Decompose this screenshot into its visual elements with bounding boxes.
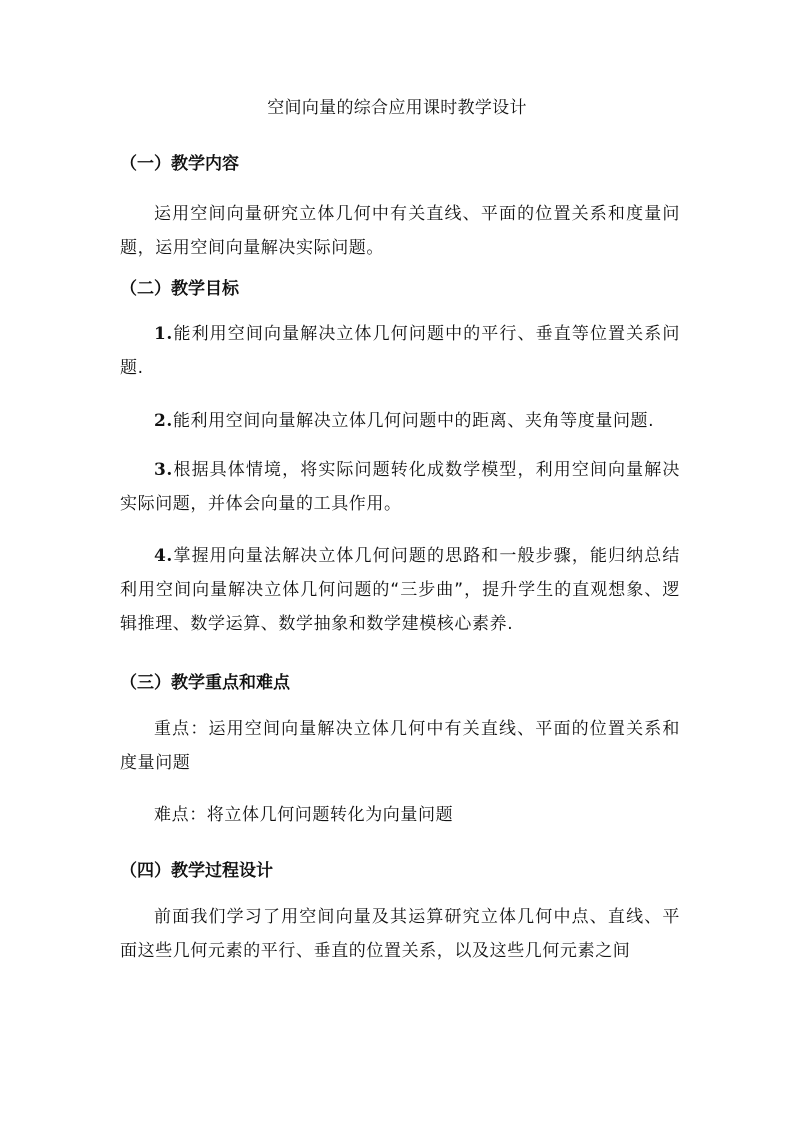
document-title: 空间向量的综合应用课时教学设计 bbox=[267, 98, 527, 118]
objective-item bbox=[120, 317, 680, 385]
section-heading-process: （四）教学过程设计 bbox=[120, 861, 273, 881]
difficulty-paragraph: 难点：将立体几何问题转化为向量问题 bbox=[154, 805, 454, 825]
objective-number: 1. bbox=[154, 324, 173, 344]
section-heading-objectives: （二）教学目标 bbox=[120, 279, 239, 299]
key-point-paragraph: 重点：运用空间向量解决立体几何中有关直线、平面的位置关系和度量问题 bbox=[120, 719, 680, 773]
objective-item bbox=[120, 453, 680, 521]
objective-text: 根据具体情境，将实际问题转化成数学模型，利用空间向量解决实际问题，并体会向量的工具作用。 bbox=[120, 460, 680, 514]
process-paragraph: 前面我们学习了用空间向量及其运算研究立体几何中点、直线、平面这些几何元素的平行、垂直的位置关系，以及这些几何元素之间 bbox=[120, 907, 680, 961]
objective-item bbox=[120, 404, 680, 438]
objective-number: 4. bbox=[154, 546, 173, 566]
objective-text: 能利用空间向量解决立体几何问题中的距离、夹角等度量问题. bbox=[172, 411, 655, 431]
objective-number: 2. bbox=[154, 411, 173, 431]
objective-text: 能利用空间向量解决立体几何问题中的平行、垂直等位置关系问题. bbox=[120, 324, 680, 378]
content-paragraph: 运用空间向量研究立体几何中有关直线、平面的位置关系和度量问题，运用空间向量解决实际问题。 bbox=[120, 204, 680, 258]
section-heading-key-points: （三）教学重点和难点 bbox=[120, 673, 290, 693]
section-heading-content: （一）教学内容 bbox=[120, 154, 239, 174]
objective-number: 3. bbox=[154, 460, 173, 480]
objective-text: 掌握用向量法解决立体几何问题的思路和一般步骤，能归纳总结利用空间向量解决立体几何问题的“三步曲”，提升学生的直观想象、逻辑推理、数学运算、数学抽象和数学建模核心素养. bbox=[120, 546, 680, 634]
objective-item bbox=[120, 539, 680, 641]
